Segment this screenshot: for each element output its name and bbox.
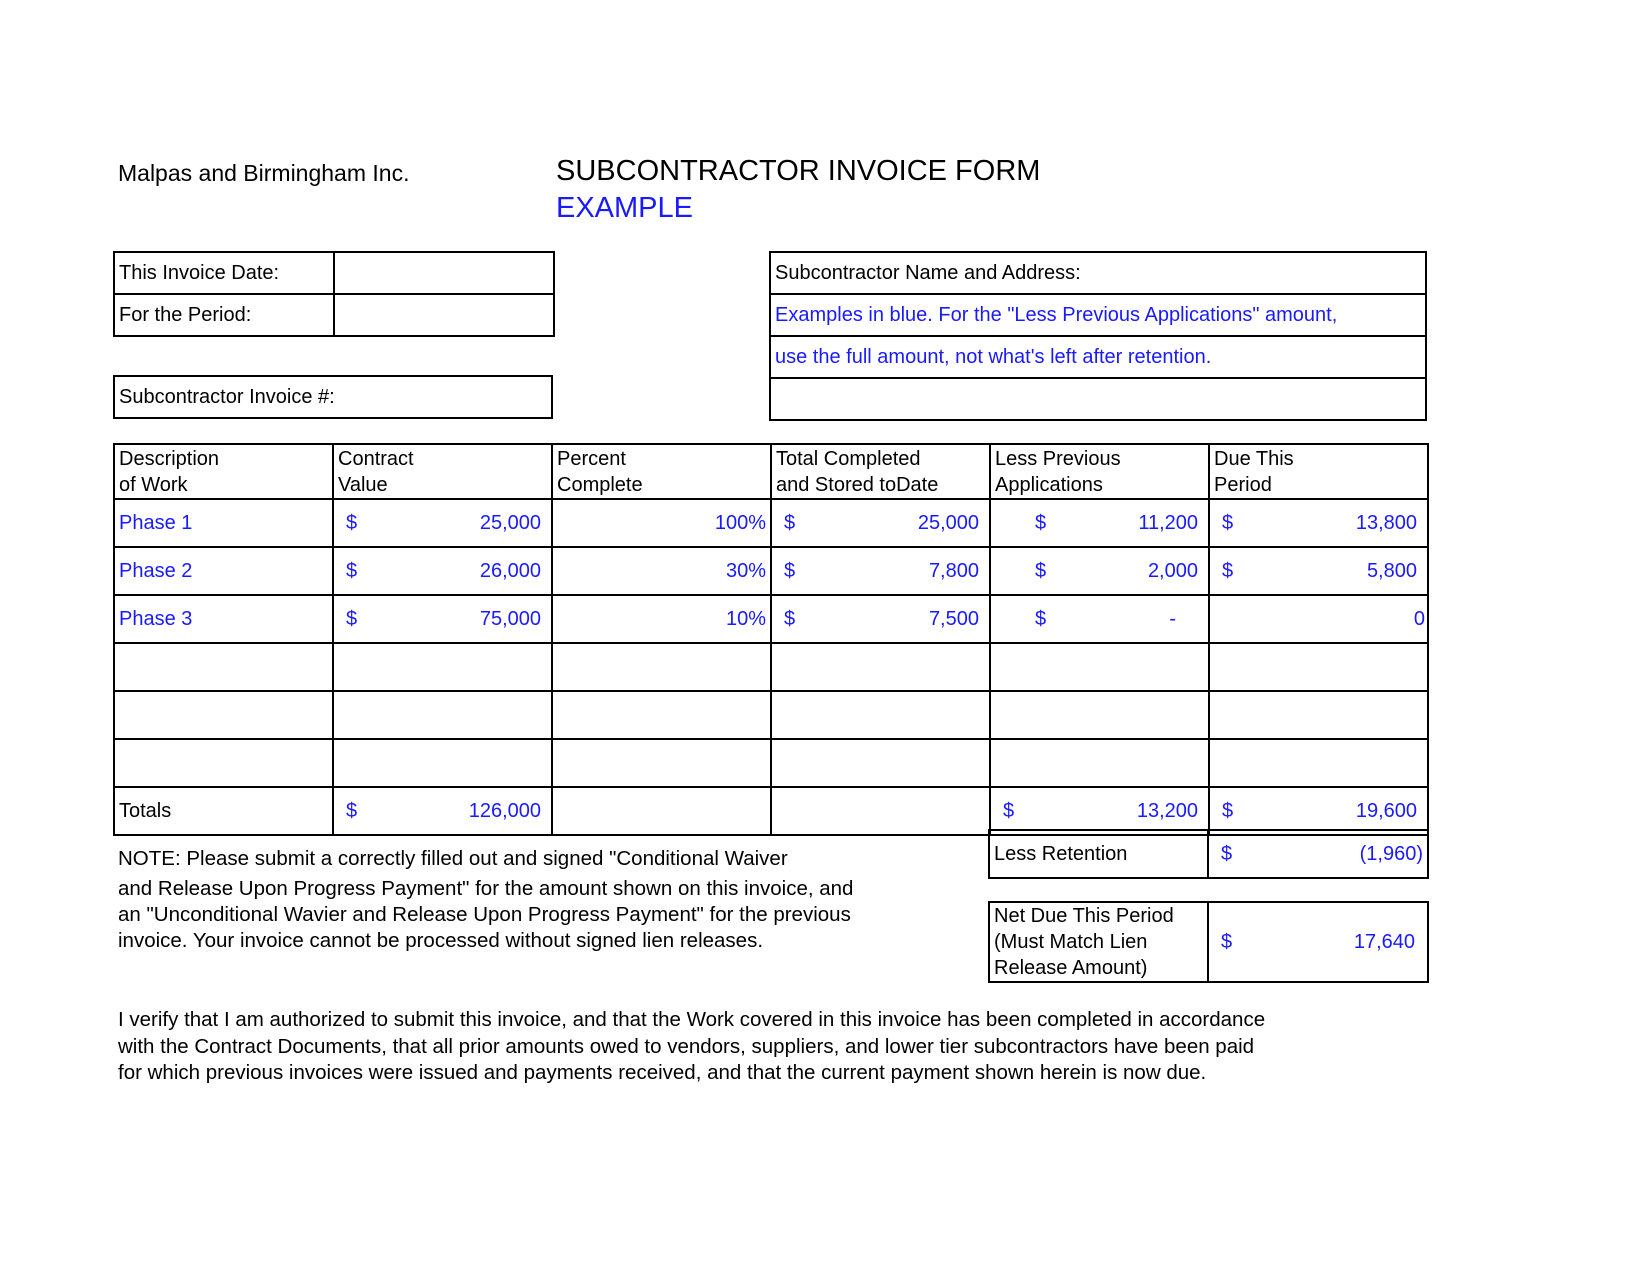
less-previous-cell[interactable]: $ 2,000 <box>990 547 1209 595</box>
empty-cell[interactable] <box>990 691 1209 739</box>
totals-contract-value: $ 126,000 <box>333 787 552 835</box>
empty-cell[interactable] <box>552 643 771 691</box>
invoice-number-box <box>113 375 553 419</box>
column-header: Due This Period <box>1209 444 1428 499</box>
table-row <box>114 547 1428 595</box>
contract-value-cell[interactable]: $ 75,000 <box>333 595 552 643</box>
empty-cell[interactable] <box>114 739 333 787</box>
verification-statement: I verify that I am authorized to submit this invoice, and that the Work covered in this invoice has been completed in accordance with the Contract Documents, that all prior amounts owed to vendors, suppliers, and lower tier subcontractors have been paid for which previous invoices were issued and payments received, and that the current payment shown herein is now due. <box>118 1008 1266 1084</box>
percent-complete-cell[interactable]: 30% <box>552 547 771 595</box>
empty-cell[interactable] <box>333 643 552 691</box>
column-header: Description of Work <box>114 444 333 499</box>
subcontractor-label: Subcontractor Name and Address: <box>770 252 1426 294</box>
empty-cell[interactable] <box>771 691 990 739</box>
empty-cell[interactable] <box>114 691 333 739</box>
table-row <box>114 643 1428 691</box>
example-label: EXAMPLE <box>556 192 693 224</box>
totals-less-previous: $ 13,200 <box>990 787 1209 835</box>
invoice-table <box>113 443 1429 836</box>
empty-cell[interactable] <box>990 643 1209 691</box>
totals-row <box>114 787 1428 835</box>
invoice-number-field[interactable]: Subcontractor Invoice #: <box>114 376 552 418</box>
invoice-date-field[interactable] <box>334 252 554 294</box>
lien-release-note: NOTE: Please submit a correctly filled out and signed "Conditional Waiver and Release Upon Progress Payment" for the amount shown on this invoice, and an "Unconditional Wavier and Release Upon Progress Payment" for the previous invoice. Your invoice cannot be processed without signed lien releases. <box>118 847 854 952</box>
period-field[interactable] <box>334 294 554 336</box>
invoice-date-box <box>113 251 555 337</box>
form-title: SUBCONTRACTOR INVOICE FORM <box>556 155 1041 187</box>
empty-cell[interactable] <box>1209 739 1428 787</box>
contract-value-cell[interactable]: $ 25,000 <box>333 499 552 547</box>
table-row <box>114 691 1428 739</box>
empty-cell <box>552 787 771 835</box>
total-completed-cell[interactable]: $ 7,800 <box>771 547 990 595</box>
total-completed-cell[interactable]: $ 25,000 <box>771 499 990 547</box>
table-row <box>114 595 1428 643</box>
empty-cell[interactable] <box>1209 643 1428 691</box>
description-cell[interactable]: Phase 3 <box>114 595 333 643</box>
percent-complete-cell[interactable]: 10% <box>552 595 771 643</box>
empty-cell[interactable] <box>552 691 771 739</box>
subcontractor-address-line[interactable] <box>770 378 1426 420</box>
empty-cell[interactable] <box>990 739 1209 787</box>
retention-box <box>988 829 1429 879</box>
subcontractor-note-line1[interactable]: Examples in blue. For the "Less Previous Applications" amount, <box>770 294 1426 336</box>
empty-cell[interactable] <box>333 739 552 787</box>
due-this-period-cell[interactable]: $ 13,800 <box>1209 499 1428 547</box>
column-header: Contract Value <box>333 444 552 499</box>
less-previous-cell[interactable]: $ 11,200 <box>990 499 1209 547</box>
net-due-label: Net Due This Period (Must Match Lien Release Amount) <box>989 902 1208 982</box>
column-header: Percent Complete <box>552 444 771 499</box>
empty-cell[interactable] <box>114 643 333 691</box>
retention-value[interactable]: $ (1,960) <box>1208 830 1428 878</box>
description-cell[interactable]: Phase 1 <box>114 499 333 547</box>
table-row <box>114 499 1428 547</box>
empty-cell[interactable] <box>771 739 990 787</box>
total-completed-cell[interactable]: $ 7,500 <box>771 595 990 643</box>
net-due-value: $ 17,640 <box>1208 902 1428 982</box>
empty-cell[interactable] <box>771 643 990 691</box>
percent-complete-cell[interactable]: 100% <box>552 499 771 547</box>
retention-label: Less Retention <box>989 830 1208 878</box>
net-due-box <box>988 901 1429 983</box>
totals-label: Totals <box>114 787 333 835</box>
empty-cell[interactable] <box>552 739 771 787</box>
subcontractor-note-line2[interactable]: use the full amount, not what's left after retention. <box>770 336 1426 378</box>
table-row <box>114 739 1428 787</box>
column-header: Total Completed and Stored toDate <box>771 444 990 499</box>
company-name: Malpas and Birmingham Inc. <box>118 160 410 186</box>
due-this-period-cell[interactable]: 0 <box>1209 595 1428 643</box>
empty-cell <box>771 787 990 835</box>
description-cell[interactable]: Phase 2 <box>114 547 333 595</box>
column-header: Less Previous Applications <box>990 444 1209 499</box>
empty-cell[interactable] <box>1209 691 1428 739</box>
table-header-row <box>114 444 1428 499</box>
due-this-period-cell[interactable]: $ 5,800 <box>1209 547 1428 595</box>
period-label: For the Period: <box>114 294 334 336</box>
subcontractor-box <box>769 251 1427 421</box>
totals-due-this-period: $ 19,600 <box>1209 787 1428 835</box>
invoice-date-label: This Invoice Date: <box>114 252 334 294</box>
contract-value-cell[interactable]: $ 26,000 <box>333 547 552 595</box>
empty-cell[interactable] <box>333 691 552 739</box>
less-previous-cell[interactable]: $ - <box>990 595 1209 643</box>
